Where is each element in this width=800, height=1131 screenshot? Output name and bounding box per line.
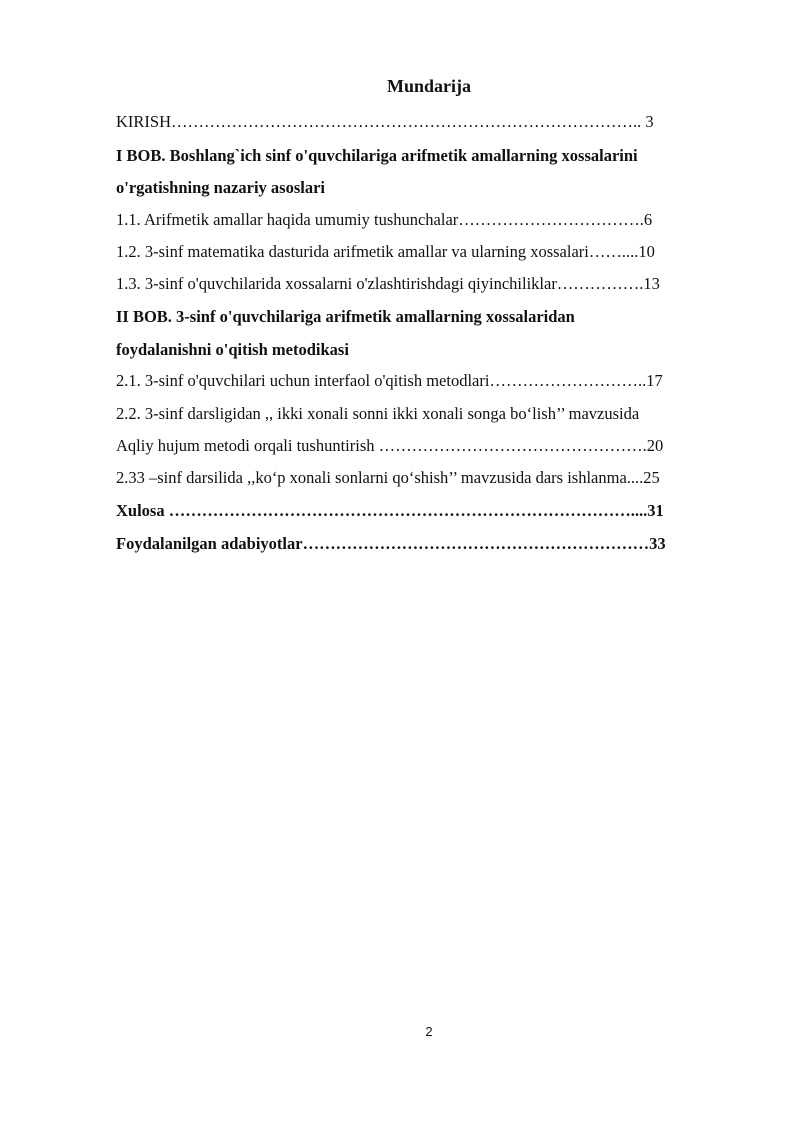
page-number: 2 xyxy=(425,1024,433,1039)
toc-entry-2-3: 2.33 –sinf darsilida ,,ko‘p xonali sonlarni qo‘shish’’ mavzusida dars ishlanma....25 xyxy=(116,468,660,487)
toc-chapter-1-title-line2: o'rgatishning nazariy asoslari xyxy=(116,178,326,197)
toc-entry-kirish: KIRISH………………………………………………………………………….. 3 xyxy=(116,112,654,131)
toc-entry-1-1: 1.1. Arifmetik amallar haqida umumiy tushunchalar…………………………….6 xyxy=(116,210,653,229)
toc-entry-1-3: 1.3. 3-sinf o'quvchilarida xossalarni o'zlashtirishdagi qiyinchiliklar…………….13 xyxy=(116,274,660,293)
toc-entry-2-1: 2.1. 3-sinf o'quvchilari uchun interfaol o'qitish metodlari………………………..17 xyxy=(116,371,663,390)
toc-chapter-1-title-line1: I BOB. Boshlang`ich sinf o'quvchilariga arifmetik amallarning xossalarini xyxy=(116,146,638,165)
toc-chapter-2-title-line1: II BOB. 3-sinf o'quvchilariga arifmetik amallarning xossalaridan xyxy=(116,307,575,326)
toc-entry-1-2: 1.2. 3-sinf matematika dasturida arifmetik amallar va ularning xossalari……....10 xyxy=(116,242,655,261)
toc-entry-adabiyotlar: Foydalanilgan adabiyotlar………………………………………………………33 xyxy=(116,534,666,553)
toc-entry-2-2-line2: Aqliy hujum metodi orqali tushuntirish ………………………………………….20 xyxy=(116,436,664,455)
toc-entry-xulosa: Xulosa …………………………………………………………………………....31 xyxy=(116,501,664,520)
toc-entry-2-2-line1: 2.2. 3-sinf darsligidan ,, ikki xonali sonni ikki xonali songa bo‘lish’’ mavzusida xyxy=(116,404,640,423)
page-title: Mundarija xyxy=(386,76,471,96)
toc-chapter-2-title-line2: foydalanishni o'qitish metodikasi xyxy=(116,340,349,359)
